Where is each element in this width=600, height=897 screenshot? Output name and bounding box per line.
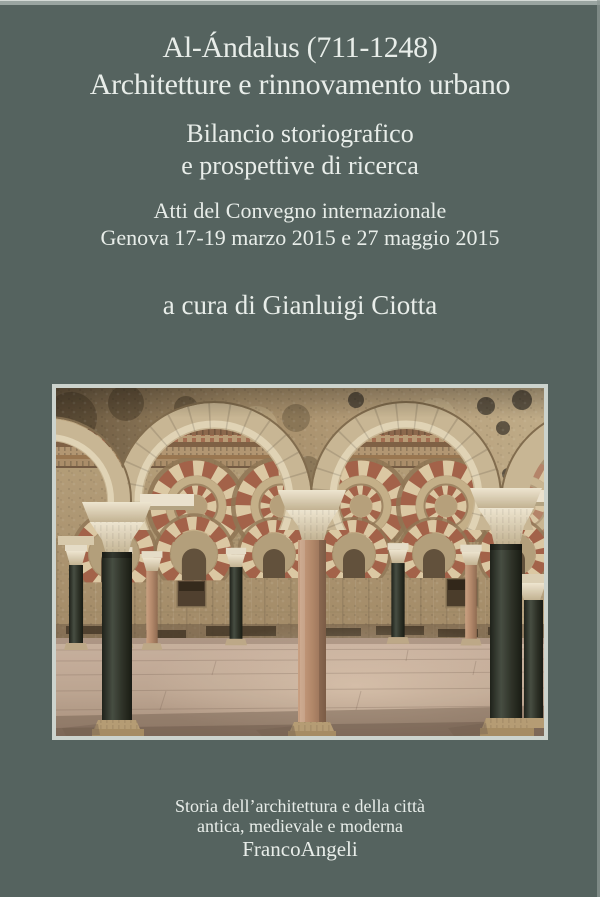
- subtitle-line-2: e prospettive di ricerca: [181, 151, 419, 180]
- series-title: [0, 796, 600, 836]
- series-line-1: Storia dell’architettura e della città: [175, 796, 425, 816]
- conference-line-2: Genova 17-19 marzo 2015 e 27 maggio 2015: [100, 225, 500, 250]
- book-title: [0, 29, 600, 103]
- title-line-2: Architetture e rinnovamento urbano: [89, 68, 511, 101]
- cover-photo: [56, 388, 544, 736]
- conference-info: [0, 197, 600, 251]
- subtitle-line-1: Bilancio storiografico: [186, 119, 414, 148]
- publisher-name: FrancoAngeli: [242, 837, 358, 861]
- cover-photo-frame: [52, 384, 548, 740]
- title-line-1: Al-Ándalus (711-1248): [162, 31, 438, 64]
- conference-line-1: Atti del Convegno internazionale: [153, 198, 447, 223]
- book-subtitle: [0, 118, 600, 182]
- cover-top-highlight: [0, 0, 600, 1]
- series-line-2: antica, medievale e moderna: [197, 816, 403, 836]
- editor-credit: a cura di Gianluigi Ciotta: [162, 290, 438, 320]
